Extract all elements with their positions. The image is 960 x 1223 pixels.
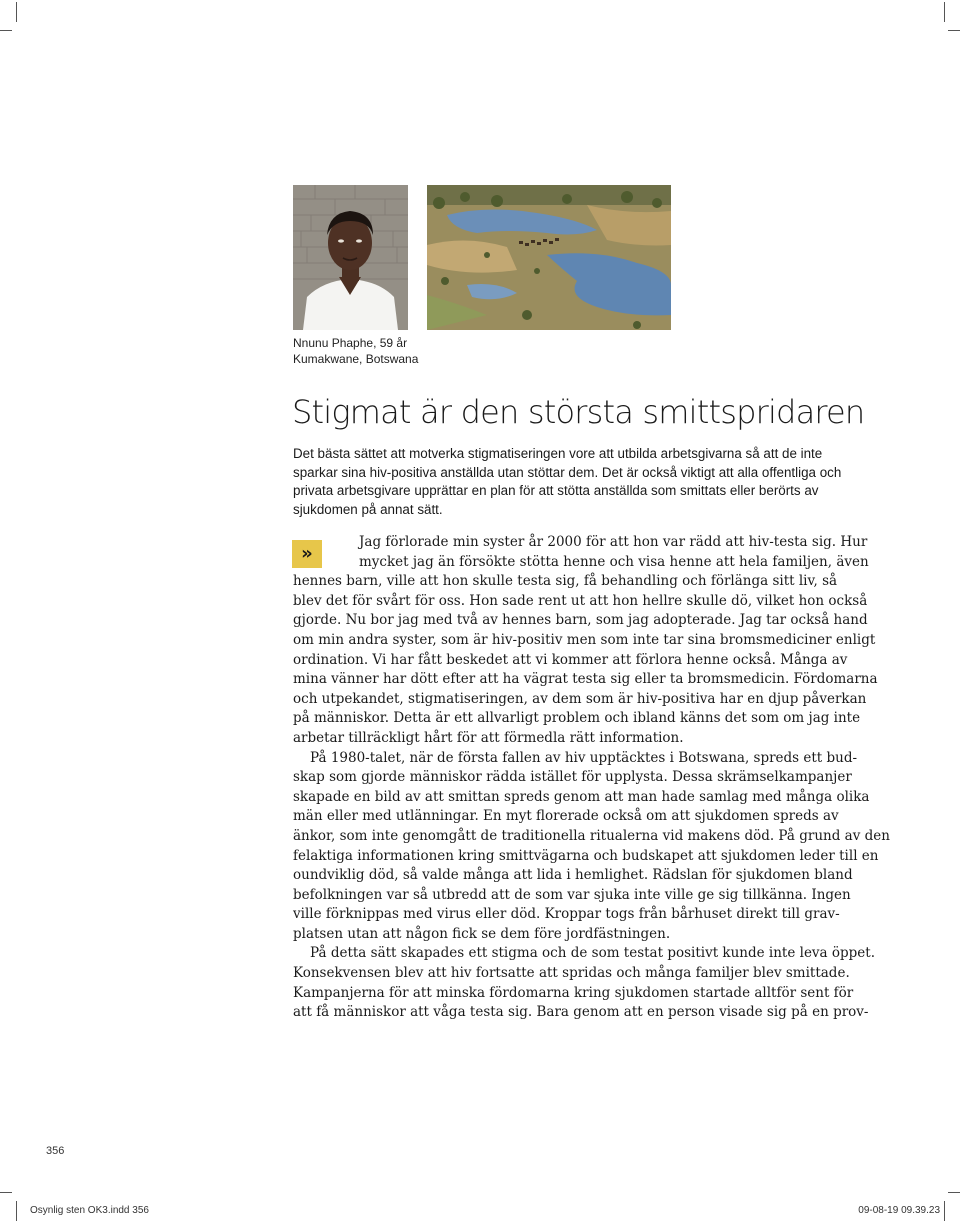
portrait-photo [293,185,408,330]
body-line: om min andra syster, som är hiv-positiv men som inte tar sina bromsmediciner enligt [293,631,876,648]
caption-place: Kumakwane, Botswana [293,351,419,366]
crop-mark [948,1192,960,1193]
body-line: änkor, som inte genomgått de traditionella ritualerna vid makens död. På grund av den [293,827,890,844]
crop-mark [944,2,945,22]
body-line: gjorde. Nu bor jag med två av hennes barn, som jag adopterade. Jag tar också hand [293,612,868,629]
landscape-photo [427,185,671,330]
photo-caption [293,336,418,367]
crop-mark [0,30,12,31]
body-line: hennes barn, ville att hon skulle testa sig, få behandling och förlänga sitt liv, så [293,573,838,590]
body-line: att få människor att våga testa sig. Bara genom att en person visade sig på en prov- [293,1004,869,1021]
body-line: ordination. Vi har fått beskedet att vi kommer att förlora henne också. Många av [293,651,848,668]
crop-mark [16,1201,17,1221]
crop-mark [0,1192,12,1193]
body-line: på människor. Detta är ett allvarligt problem och ibland känns det som om jag inte [293,710,861,727]
crop-mark [944,1201,945,1221]
body-line: På detta sätt skapades ett stigma och de som testat positivt kunde inte leva öppet. [310,945,876,962]
crop-mark [948,30,960,31]
body-line: blev det för svårt för oss. Hon sade rent ut att hon hellre skulle dö, vilket hon också [293,592,868,609]
body-line: mina vänner har dött efter att ha vägrat testa sig eller ta bromsmedicin. Fördomarna [293,671,878,688]
slug-timestamp: 09-08-19 09.39.23 [858,1205,940,1216]
body-line: På 1980-talet, när de första fallen av hiv upptäcktes i Botswana, spreds ett bud- [310,749,858,766]
body-line: och utpekandet, stigmatiseringen, av dem som är hiv-positiva har en djup påverkan [293,690,867,707]
page-number: 356 [46,1145,65,1157]
body-line: oundviklig död, så valde många att lida i hemlighet. Rädslan för sjukdomen bland [293,867,853,884]
body-line: män eller med utlänningar. En myt florerade också om att sjukdomen spreds av [293,808,839,825]
body-line: Kampanjerna för att minska fördomarna kring sjukdomen startade alltför sent för [293,984,854,1001]
article-title: Stigmat är den största smittspridaren [292,393,865,431]
crop-mark [16,2,17,22]
body-line: befolkningen var så utbredd att de som var sjuka inte ville ge sig tillkänna. Ingen [293,886,851,903]
body-line: felaktiga informationen kring smittvägarna och budskapet att sjukdomen leder till en [293,847,879,864]
body-line: ville förknippas med virus eller död. Kroppar togs från bårhuset direkt till grav- [293,906,840,923]
lead-paragraph: Det bästa sättet att motverka stigmatiseringen vore att utbilda arbetsgivarna så att de inte sparkar sina hiv-positiva anställda utan stöttar dem. Det är också viktigt att alla offentliga och privata arbetsgivare upprättar en plan för att stötta anställda som smittats eller berörts av sjukdomen på annat sätt. [293,446,842,517]
body-line: Konsekvensen blev att hiv fortsatte att spridas och många familjer blev smittade. [293,965,850,982]
caption-name: Nnunu Phaphe, 59 år [293,336,408,350]
body-line: skapade en bild av att smittan spreds genom att man hade samlag med många olika [293,788,870,805]
article-body [293,533,890,1023]
quote-marker-icon: » [292,540,322,568]
body-line: mycket jag än försökte stötta henne och visa henne att hela familjen, även [359,553,869,570]
body-line: skap som gjorde människor rädda istället för upplysta. Dessa skrämselkampanjer [293,769,852,786]
body-line: arbetar tillräckligt hårt för att förmedla rätt information. [293,729,684,746]
body-line: platsen utan att någon fick se dem före jordfästningen. [293,925,671,942]
slug-filename: Osynlig sten OK3.indd 356 [30,1205,149,1216]
body-line: Jag förlorade min syster år 2000 för att hon var rädd att hiv-testa sig. Hur [359,534,868,550]
